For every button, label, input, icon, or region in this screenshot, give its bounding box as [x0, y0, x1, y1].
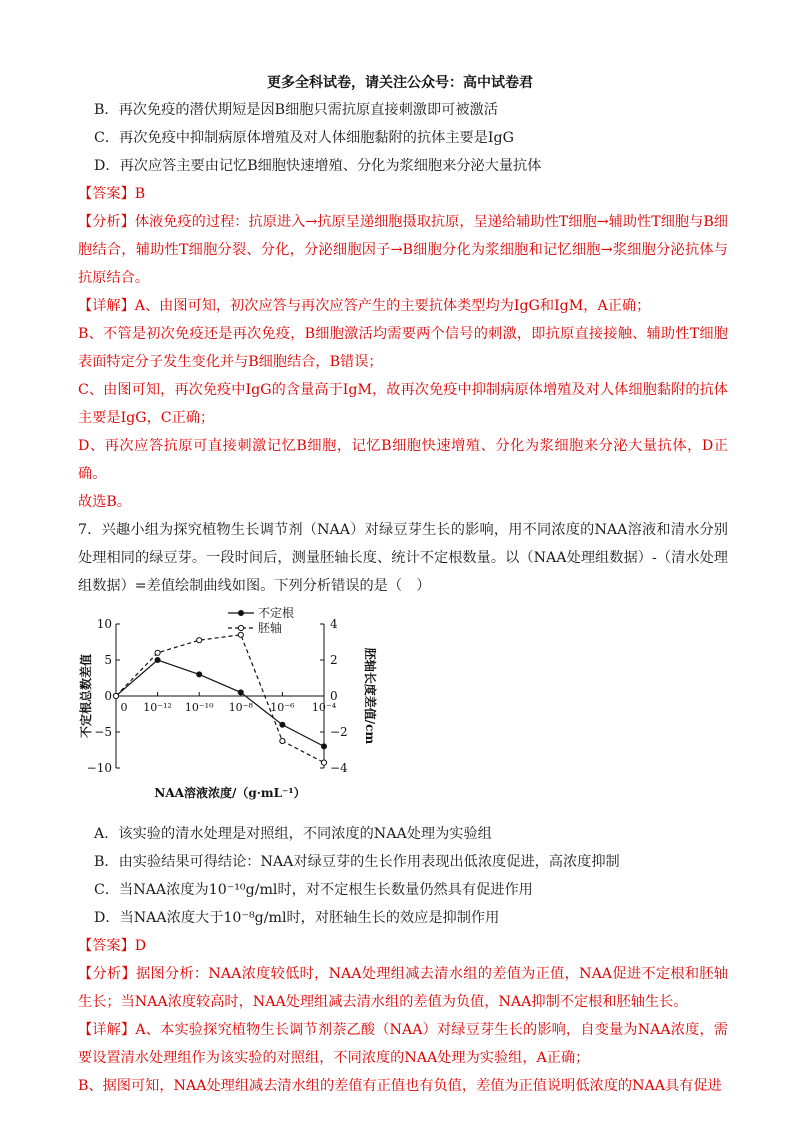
root-point	[321, 743, 327, 749]
right-tick-label: −2	[330, 725, 348, 739]
hypocotyl-point	[321, 760, 326, 765]
q6-detail-b: B、不管是初次免疫还是再次免疫，B细胞激活均需要两个信号的刺激，即抗原直接接触、辅助性T细胞表面特定分子发生变化并与B细胞结合，B错误；	[78, 326, 728, 370]
q7-option-c: C．当NAA浓度为10⁻¹⁰g/ml时，对不定根生长数量仍然具有促进作用	[94, 882, 533, 898]
series-line-hypocotyl	[116, 635, 324, 763]
q6-answer: 【答案】B	[78, 186, 146, 202]
q7-detail-a: 【详解】A、本实验探究植物生长调节剂萘乙酸（NAA）对绿豆芽生长的影响，自变量为NAA浓度，需要设置清水处理组作为该实验的对照组，不同浓度的NAA处理为实验组，A正确；	[78, 1022, 728, 1066]
left-axis-title: 不定根总数差值	[79, 653, 93, 739]
x-tick-label: 10⁻¹²	[143, 701, 172, 714]
right-tick-label: 4	[330, 617, 338, 631]
legend-root-label: 不定根	[258, 606, 295, 620]
q7-option-b: B．由实验结果可得结论：NAA对绿豆芽的生长作用表现出低浓度促进，高浓度抑制	[94, 854, 620, 870]
root-point	[238, 689, 244, 695]
x-axis-title: NAA溶液浓度/（g·mL⁻¹）	[154, 786, 306, 800]
hypocotyl-point	[155, 650, 160, 655]
q6-option-c: C．再次免疫中抑制病原体增殖及对人体细胞黏附的抗体主要是IgG	[94, 130, 514, 146]
hypocotyl-point	[113, 693, 118, 698]
x-tick-label: 10⁻⁸	[228, 701, 253, 714]
q6-analysis: 【分析】体液免疫的过程：抗原进入→抗原呈递细胞摄取抗原，呈递给辅助性T细胞→辅助性T细胞与B细胞结合，辅助性T细胞分裂、分化，分泌细胞因子→B细胞分化为浆细胞和记忆细胞→浆细胞分泌抗体与抗原结合。	[78, 214, 728, 286]
q6-option-d: D．再次应答主要由记忆B细胞快速增殖、分化为浆细胞来分泌大量抗体	[94, 158, 542, 174]
q7-chart-svg	[78, 606, 378, 806]
root-point	[196, 671, 202, 677]
root-point	[155, 657, 161, 663]
q7-stem: 7．兴趣小组为探究植物生长调节剂（NAA）对绿豆芽生长的影响，用不同浓度的NAA溶液和清水分别处理相同的绿豆芽。一段时间后，测量胚轴长度、统计不定根数量。以（NAA处理组数据）-（清水处理组数据）=差值绘制曲线如图。下列分析错误的是（ ）	[78, 522, 728, 594]
q6-detail-a: 【详解】A、由图可知，初次应答与再次应答产生的主要抗体类型均为IgG和IgM，A正确；	[78, 298, 651, 314]
x-tick-label: 10⁻¹⁰	[184, 701, 214, 714]
hypocotyl-point	[280, 738, 285, 743]
left-tick-label: −5	[94, 725, 112, 739]
x-tick-label: 10⁻⁴	[311, 701, 337, 714]
root-point	[279, 722, 285, 728]
q6-detail-c: C、由图可知，再次免疫中IgG的含量高于IgM，故再次免疫中抑制病原体增殖及对人体细胞黏附的抗体主要是IgG，C正确；	[78, 382, 728, 426]
x-tick-label: 10⁻⁶	[270, 701, 295, 714]
x-tick-label: 0	[120, 701, 128, 714]
page-header: 更多全科试卷，请关注公众号：高中试卷君	[267, 75, 533, 91]
q6-detail-d: D、再次应答抗原可直接刺激记忆B细胞，记忆B细胞快速增殖、分化为浆细胞来分泌大量抗体，D正确。	[78, 438, 728, 482]
hypocotyl-point	[238, 632, 243, 637]
legend-hypocotyl-marker	[238, 625, 243, 630]
q6-option-b: B．再次免疫的潜伏期短是因B细胞只需抗原直接刺激即可被激活	[94, 102, 498, 118]
hypocotyl-point	[197, 638, 202, 643]
right-tick-label: −4	[330, 761, 348, 775]
page-content	[78, 96, 728, 1100]
left-tick-label: 10	[96, 617, 112, 631]
q7-option-a: A．该实验的清水处理是对照组，不同浓度的NAA处理为实验组	[94, 826, 492, 842]
left-tick-label: 0	[104, 689, 112, 703]
q7-detail-b: B、据图可知，NAA处理组减去清水组的差值有正值也有负值，差值为正值说明低浓度的NAA具有促进	[78, 1078, 722, 1094]
right-tick-label: 0	[330, 689, 338, 703]
right-tick-label: 2	[330, 653, 338, 667]
q6-choice: 故选B。	[78, 494, 131, 510]
left-tick-label: −10	[86, 761, 112, 775]
q7-option-d: D．当NAA浓度大于10⁻⁸g/ml时，对胚轴生长的效应是抑制作用	[94, 910, 500, 926]
legend-hypocotyl-label: 胚轴	[258, 621, 283, 635]
legend-root-marker	[238, 610, 244, 616]
right-axis-title: 胚轴长度差值/cm	[363, 647, 377, 745]
left-tick-label: 5	[104, 653, 112, 667]
q7-chart	[78, 606, 378, 806]
q7-analysis: 【分析】据图分析：NAA浓度较低时，NAA处理组减去清水组的差值为正值，NAA促进不定根和胚轴生长；当NAA浓度较高时，NAA处理组减去清水组的差值为负值，NAA抑制不定根和胚轴生长。	[78, 966, 728, 1010]
q7-answer: 【答案】D	[78, 938, 147, 954]
